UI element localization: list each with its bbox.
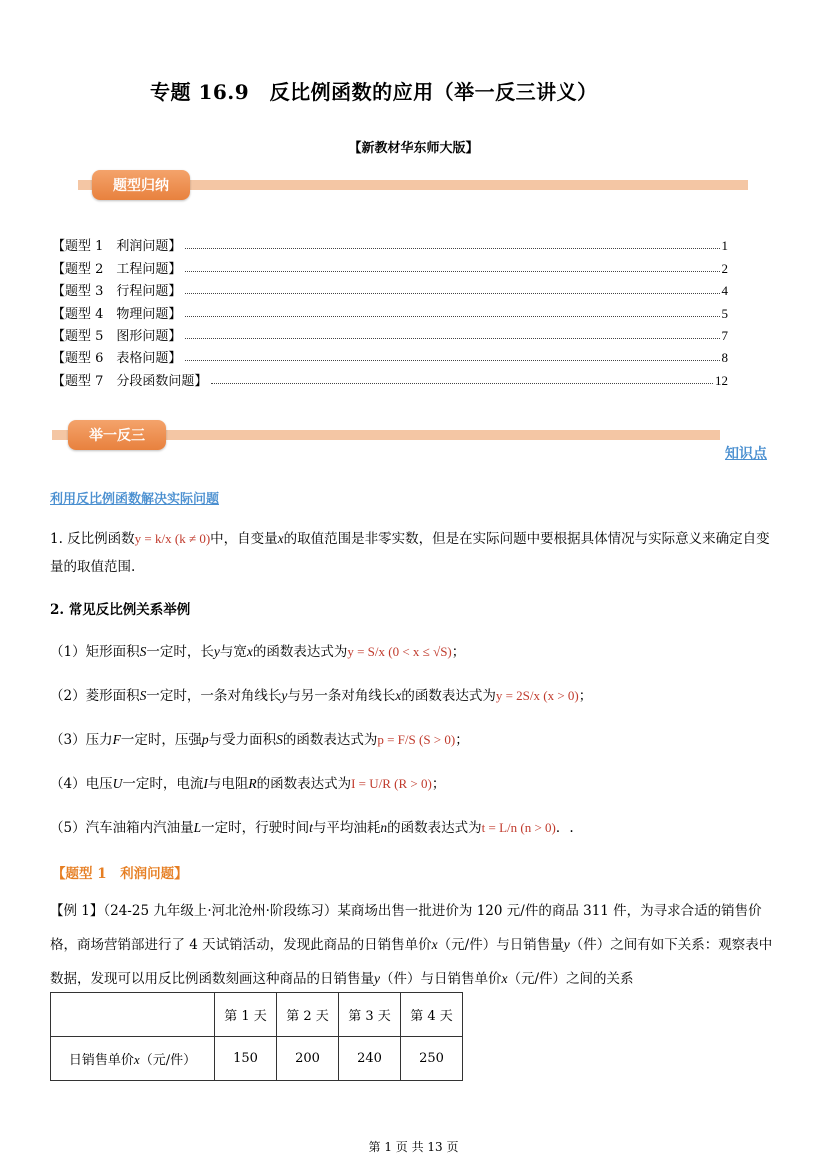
toc-leader <box>185 360 719 361</box>
example-line-1: （1）矩形面积S一定时，长y与宽x的函数表达式为y = S/x (0 < x ≤ √S)； <box>50 644 466 660</box>
toc-page-number: 7 <box>721 327 728 343</box>
example-line-3: （3）压力F一定时，压强p与受力面积S的函数表达式为p = F/S (S > 0)； <box>50 732 469 748</box>
toc-page-number: 2 <box>721 260 728 276</box>
formula: y = k/x (k ≠ 0) <box>134 531 211 546</box>
toc-item-7[interactable] <box>52 366 728 388</box>
toc-item-label: 【题型 5 图形问题】 <box>52 328 182 344</box>
toc-leader <box>185 248 719 249</box>
table-header-cell <box>51 993 215 1037</box>
table-cell: 200 <box>277 1037 339 1081</box>
toc-item-3[interactable] <box>52 277 728 299</box>
knowledge-point-heading: 知识点 <box>725 446 767 462</box>
table-header-cell: 第 1 天 <box>215 993 277 1037</box>
toc-leader <box>185 271 719 272</box>
toc-item-1[interactable] <box>52 232 728 254</box>
toc-leader <box>211 383 713 384</box>
toc-leader <box>185 338 719 339</box>
toc-page-number: 4 <box>721 283 728 299</box>
sales-table <box>50 992 463 1081</box>
banner-tab-practice: 举一反三 <box>68 420 166 450</box>
banner-tab-types: 题型归纳 <box>92 170 190 200</box>
toc-leader <box>185 293 719 294</box>
table-row <box>51 1037 463 1081</box>
example-line-5: （5）汽车油箱内汽油量L一定时，行驶时间t与平均油耗n的函数表达式为t = L/n (n > 0)．. <box>50 820 574 836</box>
formula: p = F/S (S > 0) <box>377 732 456 747</box>
toc-item-label: 【题型 1 利润问题】 <box>52 239 182 255</box>
formula: I = U/R (R > 0) <box>351 776 432 791</box>
table-header-cell: 第 4 天 <box>401 993 463 1037</box>
formula: t = L/n (n > 0) <box>481 820 556 835</box>
toc-item-label: 【题型 7 分段函数问题】 <box>52 373 208 389</box>
toc-item-2[interactable] <box>52 254 728 276</box>
toc-page-number: 8 <box>721 350 728 366</box>
toc-item-4[interactable] <box>52 299 728 321</box>
toc-item-label: 【题型 4 物理问题】 <box>52 306 182 322</box>
knowledge-paragraph-1: 1. 反比例函数y = k/x (k ≠ 0)中，自变量x的取值范围是非零实数，但是在实际问题中要根据具体情况与实际意义来确定自变量的取值范围. <box>50 531 770 575</box>
table-header-cell: 第 3 天 <box>339 993 401 1037</box>
formula: y = 2S/x (x > 0) <box>495 688 579 703</box>
toc-page-number: 12 <box>715 372 728 388</box>
toc-item-6[interactable] <box>52 344 728 366</box>
toc-item-label: 【题型 3 行程问题】 <box>52 284 182 300</box>
toc-item-label: 【题型 6 表格问题】 <box>52 351 182 367</box>
table-row-label: 日销售单价x（元/件） <box>51 1037 215 1081</box>
example-line-4: （4）电压U一定时，电流I与电阻R的函数表达式为I = U/R (R > 0)； <box>50 776 446 792</box>
toc-page-number: 5 <box>721 305 728 321</box>
table-cell: 240 <box>339 1037 401 1081</box>
page-footer: 第 1 页 共 13 页 <box>368 1140 459 1154</box>
toc-leader <box>185 316 719 317</box>
table-cell: 150 <box>215 1037 277 1081</box>
table-header-cell: 第 2 天 <box>277 993 339 1037</box>
document-title: 专题 16.9 反比例函数的应用（举一反三讲义） <box>150 80 598 104</box>
formula: y = S/x (0 < x ≤ √S) <box>347 644 452 659</box>
toc-item-5[interactable] <box>52 322 728 344</box>
section-link[interactable]: 利用反比例函数解决实际问题 <box>50 492 220 507</box>
table-header-row <box>51 993 463 1037</box>
table-of-contents <box>52 232 728 389</box>
example-1-text: 【例 1】（24-25 九年级上·河北沧州·阶段练习）某商场出售一批进价为 120 元/件的商品 311 件，为寻求合适的销售价格，商场营销部进行了 4 天试销活动，发现此商品的日销售单价x（元/件）与日销售量y（件）之间有如下关系：观察表中数据，发现可以用反比例函数刻画这种商品的日销售量y（件）与日销售单价x（元/件）之间的关系 <box>50 903 773 987</box>
example-line-2: （2）菱形面积S一定时，一条对角线长y与另一条对角线长x的函数表达式为y = 2S/x (x > 0)； <box>50 688 593 704</box>
table-cell: 250 <box>401 1037 463 1081</box>
edition-subtitle: 【新教材华东师大版】 <box>348 141 479 156</box>
section-heading-examples: 2. 常见反比例关系举例 <box>50 602 191 618</box>
type-1-heading: 【题型 1 利润问题】 <box>52 866 188 882</box>
toc-item-label: 【题型 2 工程问题】 <box>52 261 182 277</box>
toc-page-number: 1 <box>721 238 728 254</box>
